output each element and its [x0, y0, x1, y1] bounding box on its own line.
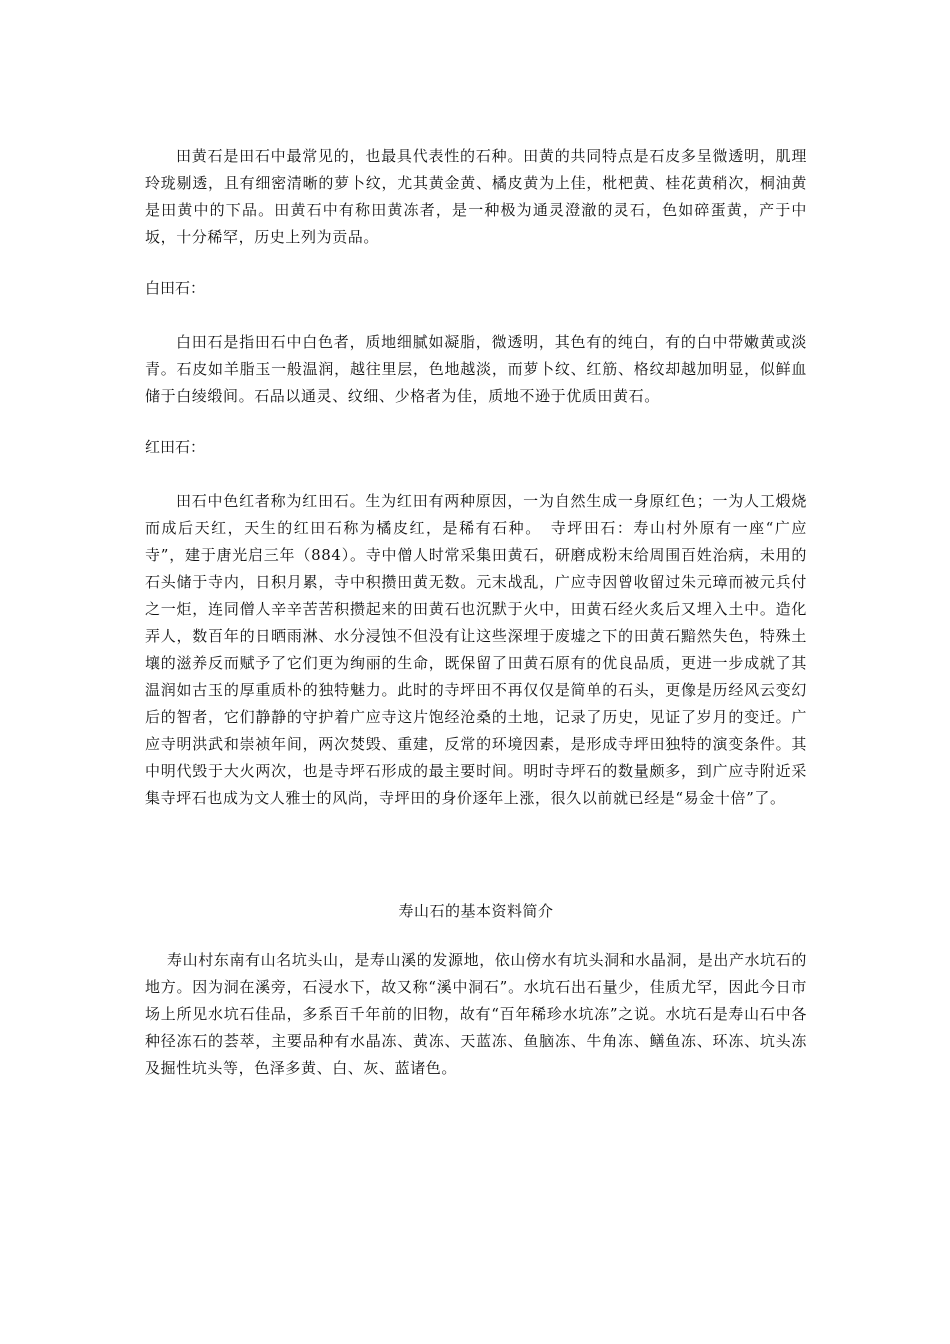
paragraph-hongtian: 田石中色红者称为红田石。生为红田有两种原因，一为自然生成一身原红色；一为人工煅烧而成后天红，天生的红田石称为橘皮红，是稀有石种。 寺坪田石：寿山村外原有一座“广应寺”，建于唐光启三年（884）。寺中僧人时常采集田黄石，研磨成粉末给周围百姓治病，未用的石头储于寺内，日积月累，寺中积攒田黄无数。元末战乱，广应寺因曾收留过朱元璋而被元兵付之一炬，连同僧人辛辛苦苦积攒起来的田黄石也沉默于火中，田黄石经火炙后又埋入土中。造化弄人，数百年的日晒雨淋、水分浸蚀不但没有让这些深埋于废墟之下的田黄石黯然失色，特殊土壤的滋养反而赋予了它们更为绚丽的生命，既保留了田黄石原有的优良品质，更进一步成就了其温润如古玉的厚重质朴的独特魅力。此时的寺坪田不再仅仅是简单的石头，更像是历经风云变幻后的智者，它们静静的守护着广应寺这片饱经沧桑的土地，记录了历史，见证了岁月的变迁。广应寺明洪武和崇祯年间，两次焚毁、重建，反常的环境因素，是形成寺坪田独特的演变条件。其中明代毁于大火两次，也是寺坪石形成的最主要时间。明时寺坪石的数量颇多，到广应寺附近采集寺坪石也成为文人雅士的风尚，寺坪田的身价逐年上涨，很久以前就已经是“易金十倍”了。	[145, 492, 807, 807]
section-title: 寿山石的基本资料简介	[398, 902, 554, 920]
paragraph-tianhuang: 田黄石是田石中最常见的，也最具代表性的石种。田黄的共同特点是石皮多呈微透明，肌理玲珑剔透，且有细密清晰的萝卜纹，尤其黄金黄、橘皮黄为上佳，枇杷黄、桂花黄稍次，桐油黄是田黄中的下品。田黄石中有称田黄冻者，是一种极为通灵澄澈的灵石，色如碎蛋黄，产于中坂，十分稀罕，历史上列为贡品。	[145, 147, 807, 246]
heading-baitian: 白田石：	[145, 279, 206, 297]
heading-hongtian: 红田石：	[145, 438, 206, 456]
paragraph-baitian: 白田石是指田石中白色者，质地细腻如凝脂，微透明，其色有的纯白，有的白中带嫩黄或淡青。石皮如羊脂玉一般温润，越往里层，色地越淡，而萝卜纹、红筋、格纹却越加明显，似鲜血储于白绫缎间。石品以通灵、纹细、少格者为佳，质地不逊于优质田黄石。	[145, 333, 807, 405]
document-page	[145, 143, 807, 1082]
paragraph-shoushan: 寿山村东南有山名坑头山，是寿山溪的发源地，依山傍水有坑头洞和水晶洞，是出产水坑石的地方。因为洞在溪旁，石浸水下，故又称“溪中洞石”。水坑石出石量少，佳质尤罕，因此今日市场上所见水坑石佳品，多系百千年前的旧物，故有“百年稀珍水坑冻”之说。水坑石是寿山石中各种径冻石的荟萃，主要品种有水晶冻、黄冻、天蓝冻、鱼脑冻、牛角冻、鳝鱼冻、环冻、坑头冻及掘性坑头等，色泽多黄、白、灰、蓝诸色。	[145, 951, 807, 1077]
